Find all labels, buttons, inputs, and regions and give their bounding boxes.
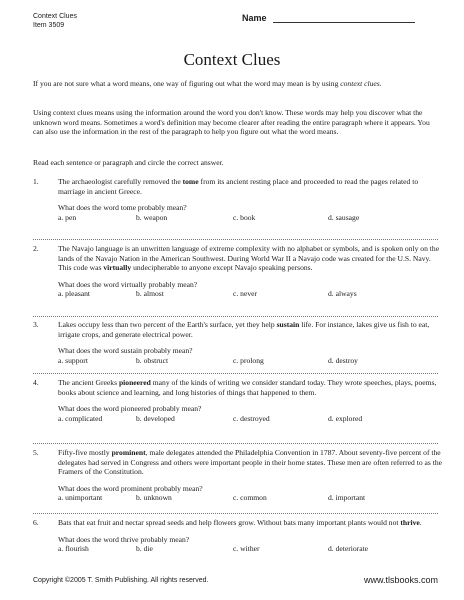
- question-prompt: What does the word sustain probably mean?: [58, 346, 193, 356]
- option-b[interactable]: b. die: [136, 544, 153, 554]
- question-5: [33, 448, 443, 503]
- target-word: pioneered: [118, 378, 151, 387]
- option-b[interactable]: b. unknown: [136, 493, 172, 503]
- copyright-notice: Copyright ©2005 T. Smith Publishing. All rights reserved.: [33, 577, 209, 584]
- question-prompt: What does the word prominent probably mean?: [58, 483, 203, 493]
- question-divider: [33, 239, 438, 240]
- instructions: Read each sentence or paragraph and circle the correct answer.: [33, 158, 224, 167]
- question-4: [33, 378, 443, 424]
- question-text-before: The ancient Greeks: [58, 378, 119, 387]
- question-text-before: Lakes occupy less than two percent of the Earth's surface, yet they help: [58, 320, 277, 329]
- option-d[interactable]: d. sausage: [328, 212, 360, 222]
- target-word: sustain: [276, 320, 300, 329]
- option-a[interactable]: a. complicated: [58, 413, 103, 423]
- option-a[interactable]: a. pleasant: [58, 289, 91, 299]
- option-b[interactable]: b. weapon: [136, 212, 168, 222]
- name-field: [242, 13, 415, 23]
- target-word: thrive: [400, 518, 420, 527]
- answer-options: [58, 544, 443, 554]
- option-c[interactable]: c. never: [233, 289, 258, 299]
- question-text: [58, 518, 443, 528]
- question-text-after: , male delegates attended the Philadelphia Convention in 1787. About seventy-five percent of the delegates had served in Congress and others were important people in their home states. These men are often referred to as the Framers of the Constitution.: [58, 448, 443, 477]
- question-divider: [33, 373, 438, 374]
- option-c[interactable]: c. wither: [233, 544, 260, 554]
- answer-options: [58, 356, 443, 366]
- option-a[interactable]: a. pen: [58, 212, 77, 222]
- option-d[interactable]: d. important: [328, 493, 366, 503]
- question-text-before: The archaeologist carefully removed the: [58, 177, 183, 186]
- question-divider: [33, 316, 438, 317]
- question-divider: [33, 443, 438, 444]
- answer-options: [58, 493, 443, 503]
- option-c[interactable]: c. prolong: [233, 355, 264, 365]
- question-text-before: The Navajo language is an unwritten language of extreme complexity with no alphabet or symbols, and is spoken only on the lands of the Navajo Nation in the American Southwest. During World War II a Navajo code was created for the U.S. Navy. This code was: [58, 244, 440, 273]
- question-number: 3.: [33, 320, 39, 329]
- question-2: [33, 244, 443, 299]
- intro-paragraph-1: [33, 79, 438, 89]
- answer-options: [58, 213, 443, 223]
- question-text-after: from its ancient resting place and proceeded to read the pages related to marriage in ancient Greece.: [58, 177, 419, 196]
- answer-options: [58, 289, 443, 299]
- option-b[interactable]: b. developed: [136, 413, 175, 423]
- question-text-after: undecipherable to anyone except Navajo speaking persons.: [131, 263, 313, 273]
- option-c[interactable]: c. destroyed: [233, 413, 270, 423]
- question-text-after: life. For instance, lakes give us fish to eat, irrigate crops, and generate electrical power.: [58, 320, 430, 339]
- target-word: prominent: [111, 448, 146, 457]
- item-number: Item 3509: [33, 22, 65, 29]
- question-number: 5.: [33, 448, 39, 457]
- question-text-after: many of the kinds of writing we consider standard today. They wrote speeches, plays, poems, books about science and learning, and long histories of things that happened to them.: [58, 378, 437, 397]
- intro-text: If you are not sure what a word means, one way of figuring out what the word may mean is by using: [33, 79, 341, 88]
- question-text: [58, 320, 443, 339]
- question-6: [33, 518, 443, 554]
- intro-emphasis: context clues: [340, 79, 380, 88]
- question-number: 4.: [33, 378, 39, 387]
- answer-options: [58, 414, 443, 424]
- question-number: 2.: [33, 244, 39, 253]
- target-word: virtually: [103, 263, 132, 273]
- option-d[interactable]: d. destroy: [328, 355, 358, 365]
- question-text-before: Fifty-five mostly: [58, 448, 112, 457]
- option-b[interactable]: b. obstruct: [136, 355, 169, 365]
- intro-text-end: .: [379, 79, 382, 88]
- option-d[interactable]: d. always: [328, 289, 357, 299]
- question-prompt: What does the word tome probably mean?: [58, 203, 187, 213]
- option-a[interactable]: a. unimportant: [58, 493, 103, 503]
- option-a[interactable]: a. flourish: [58, 544, 89, 554]
- question-text: [58, 177, 443, 196]
- question-3: [33, 320, 443, 366]
- question-divider: [33, 513, 438, 514]
- name-blank-line: [273, 14, 415, 23]
- option-c[interactable]: c. book: [233, 212, 256, 222]
- question-number: 1.: [33, 177, 39, 186]
- option-d[interactable]: d. deteriorate: [328, 544, 369, 554]
- target-word: tome: [182, 177, 199, 186]
- question-number: 6.: [33, 518, 39, 527]
- option-d[interactable]: d. explored: [328, 413, 363, 423]
- name-label: Name: [242, 13, 267, 23]
- worksheet-title-small: Context Clues: [33, 13, 77, 20]
- question-text: [58, 244, 443, 273]
- question-prompt: What does the word pioneered probably mean?: [58, 404, 202, 414]
- intro-paragraph-2: Using context clues means using the information around the word you don't know. These words may help you discover what the unknown word means. Sometimes a word's definition may become clearer after reading the entire paragraph where it appears. You can also use the information in the rest of the paragraph to help you figure out what the word means.: [33, 108, 430, 137]
- footer-website: www.tlsbooks.com: [363, 575, 438, 585]
- header-item-info: [33, 12, 77, 30]
- option-a[interactable]: a. support: [58, 355, 88, 365]
- page-title: Context Clues: [183, 50, 281, 69]
- question-text-after: .: [419, 518, 422, 527]
- question-1: [33, 177, 443, 223]
- question-text: [58, 378, 443, 397]
- question-prompt: What does the word virtually probably mean?: [58, 279, 198, 289]
- option-c[interactable]: c. common: [233, 493, 267, 503]
- question-text-before: Bats that eat fruit and nectar spread seeds and help flowers grow. Without bats many important plants would not: [58, 518, 401, 527]
- question-prompt: What does the word thrive probably mean?: [58, 534, 190, 544]
- option-b[interactable]: b. almost: [136, 289, 164, 299]
- question-text: [58, 448, 443, 477]
